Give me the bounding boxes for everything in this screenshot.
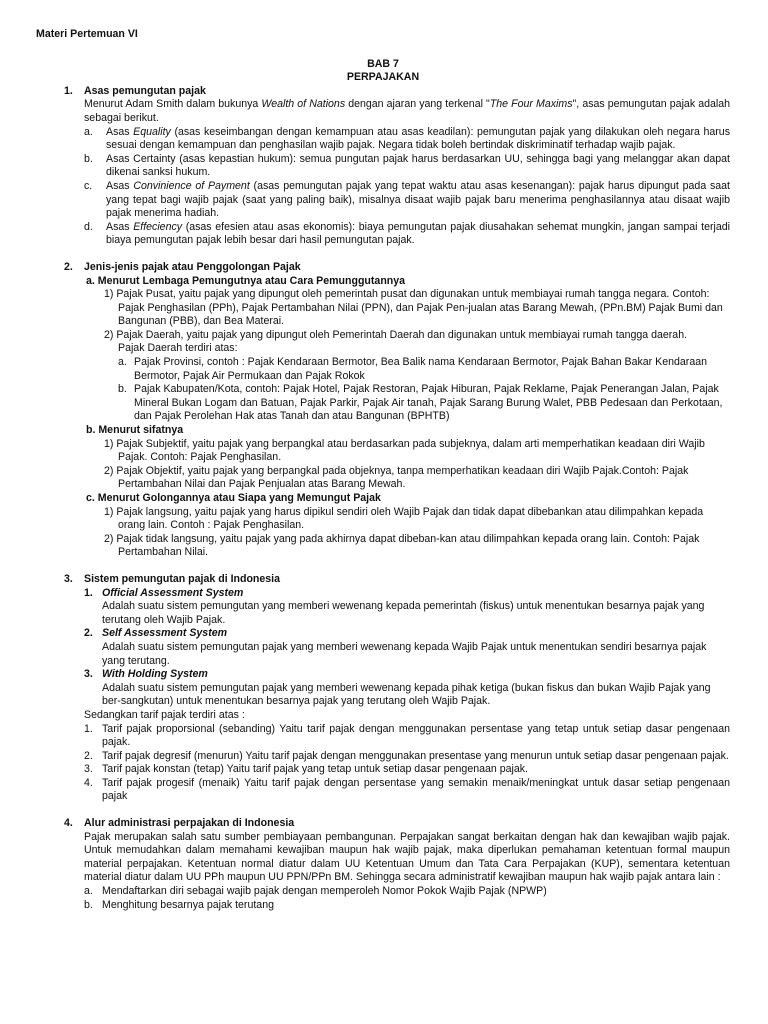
list-item — [84, 668, 730, 709]
list-marker: 1. — [84, 722, 93, 735]
list-marker: 4. — [84, 776, 93, 789]
list-item — [84, 885, 730, 899]
text-post: (asas pemungutan pajak yang tepat waktu atau asas kesenangan): pajak harus dipungut pada saat yang tepat bagi wajib pajak (saat yang paling baik), misalnya disaat wajib pajak baru menerima penghasilannya atau disaat wajib pajak menerima hadiah. — [106, 179, 730, 220]
list-item: 2) Pajak Daerah, yaitu pajak yang dipungut oleh Pemerintah Daerah dan digunakan untuk membiayai rumah tangga daerah. — [104, 328, 688, 341]
text-em: Effeciency — [133, 220, 183, 233]
text-post: (asas kepastian hukum): semua pungutan pajak harus berdasarkan UU, sehingga bagi yang melanggar akan dapat dikenai sanksi hukum. — [106, 152, 731, 179]
list-text: Tarif pajak progesif (menaik) Yaitu tarif pajak dengan persentase yang semakin menaik/meningkat untuk dasar setiap pengenaan pajak — [102, 776, 730, 803]
text-post: (asas keseimbangan dengan kemampuan atau asas keadilan): pemungutan pajak yang dilakukan oleh negara harus sesuai dengan kemampuan dan penghasilan wajib pajak. Negara tidak boleh bertindak diskriminatif terhadap wajib pajak. — [106, 125, 730, 152]
list-item — [84, 126, 730, 153]
list-text — [102, 587, 730, 628]
list-marker: 1. — [84, 586, 93, 599]
section-3 — [64, 573, 730, 804]
subsection-title: a. Menurut Lembaga Pemungutnya atau Cara Pemunggutannya — [86, 274, 406, 287]
subsection-title: b. Menurut sifatnya — [86, 424, 184, 437]
list-text: Pajak Provinsi, contoh : Pajak Kendaraan Bermotor, Bea Balik nama Kendaraan Bermotor, Pajak Bahan Bakar Kendaraan Bermotor, Pajak Air Permukaan dan Pajak Rokok — [134, 356, 707, 382]
section-title: Alur administrasi perpajakan di Indonesia — [84, 817, 295, 830]
section-number: 3. — [64, 572, 73, 585]
list-item — [84, 180, 730, 221]
section-2 — [64, 261, 730, 560]
list-marker: 2. — [84, 749, 93, 762]
list-item — [118, 356, 730, 383]
list-item — [84, 777, 730, 804]
list-item: 1) Pajak langsung, yaitu pajak yang harus dipikul sendiri oleh Wajib Pajak dan tidak dapat dibebankan atau dilimpahkan kepada orang lain. Contoh : Pajak Penghasilan. — [104, 505, 704, 532]
text-pre: Asas Certainty — [106, 152, 176, 165]
section-4 — [64, 817, 730, 912]
text-post: (asas efesien atau asas ekonomis): biaya pemungutan pajak diusahakan sehemat mungkin, jangan sampai terjadi biaya pemungutan pajak lebih besar dari hasil pemungutan pajak. — [106, 220, 730, 247]
system-title: Self Assessment System — [102, 627, 228, 640]
list-marker: b. — [118, 383, 127, 396]
list-text: Tarif pajak konstan (tetap) Yaitu tarif pajak yang tetap untuk setiap dasar pengenaan pajak. — [102, 763, 528, 776]
list-text — [106, 221, 730, 248]
list-text — [106, 126, 730, 153]
pajak-daerah-list — [118, 356, 730, 424]
chapter-number: BAB 7 — [367, 57, 399, 70]
text-pre: Asas — [106, 125, 134, 138]
list-item — [84, 899, 730, 913]
system-desc: Adalah suatu sistem pemungutan yang memberi wewenang kepada pemerintah (fiskus) untuk menentukan besarnya pajak yang terutang oleh Wajib Pajak. — [102, 600, 705, 626]
list-item — [84, 627, 730, 668]
asas-list — [84, 126, 730, 248]
list-text: Tarif pajak degresif (menurun) Yaitu tarif pajak dengan menggunakan presentase yang menurun untuk setiap dasar pengenaan pajak. — [102, 749, 729, 762]
section-number: 4. — [64, 817, 73, 830]
list-item — [84, 221, 730, 248]
list-marker: 3. — [84, 763, 93, 776]
list-marker: b. — [84, 152, 93, 165]
list-text: Mendaftarkan diri sebagai wajib pajak dengan memperoleh Nomor Pokok Wajib Pajak (NPWP) — [102, 885, 547, 898]
list-marker: d. — [84, 220, 93, 233]
system-desc: Adalah suatu sistem pemungutan pajak yang memberi wewenang kepada Wajib Pajak untuk menentukan sendiri besarnya pajak yang terutang. — [102, 640, 707, 667]
list-marker: c. — [84, 179, 93, 192]
list-item — [118, 383, 730, 424]
list-text: Pajak Kabupaten/Kota, contoh: Pajak Hotel, Pajak Restoran, Pajak Hiburan, Pajak Reklame, Pajak Penerangan Jalan, Pajak Mineral Bukan Logam dan Batuan, Pajak Parkir, Pajak Air tanah, Pajak Sarang Burung Walet, PBB Pedesaan dan Perkotaan, dan Pajak Perolehan Hak atas Tanah dan atau Bangunan (BPHTB) — [134, 383, 723, 423]
list-marker: 3. — [84, 668, 93, 681]
system-title: Official Assessment System — [102, 586, 244, 599]
list-item — [84, 723, 730, 750]
list-item: 1) Pajak Subjektif, yaitu pajak yang berpangkal atau berdasarkan pada subjeknya, dalam arti memperhatikan keadaan diri Wajib Pajak. Contoh: Pajak Penghasilan. — [104, 437, 705, 464]
system-list — [84, 587, 730, 709]
list-text — [102, 627, 730, 668]
tarif-intro: Sedangkan tarif pajak terdiri atas : — [84, 708, 245, 721]
list-marker: b. — [84, 898, 93, 911]
section-number: 1. — [64, 84, 73, 97]
text-pre: Asas — [106, 220, 134, 233]
system-desc: Adalah suatu sistem pemungutan pajak yang memberi wewenang kepada pihak ketiga (bukan fiskus dan bukan Wajib Pajak yang ber-sangkutan) untuk menentukan besarnya pajak yang terutang oleh Wajib Pajak. — [102, 681, 711, 708]
list-item: 2) Pajak Objektif, yaitu pajak yang berpangkal pada objeknya, tanpa memperhatikan keadaan diri Wajib Pajak.Contoh: Pajak Pertambahan Nilai dan Pajak Penjualan atas Barang Mewah. — [104, 464, 689, 491]
text-em: Convinience of Payment — [133, 179, 250, 192]
list-subheading: Pajak Daerah terdiri atas: — [118, 342, 238, 355]
list-marker: a. — [84, 885, 93, 898]
tarif-list — [84, 723, 730, 805]
list-marker: 2. — [84, 627, 93, 640]
list-text: Menghitung besarnya pajak terutang — [102, 898, 274, 911]
list-text: Tarif pajak proporsional (sebanding) Yaitu tarif pajak dengan menggunakan persentase yang tetap untuk setiap dasar pengenaan pajak. — [102, 722, 730, 749]
subsection-title: c. Menurut Golongannya atau Siapa yang Memungut Pajak — [86, 492, 381, 504]
text-pre: Asas — [106, 179, 134, 192]
section-title: Sistem pemungutan pajak di Indonesia — [84, 572, 281, 585]
text-em: Equality — [133, 125, 171, 138]
section-title: Jenis-jenis pajak atau Penggolongan Pajak — [84, 260, 301, 273]
page-header: Materi Pertemuan VI — [36, 28, 138, 40]
list-item — [84, 750, 730, 764]
list-item — [84, 763, 730, 777]
list-marker: a. — [84, 125, 93, 138]
list-item — [84, 587, 730, 628]
chapter-title: PERPAJAKAN — [346, 71, 420, 84]
list-item: 1) Pajak Pusat, yaitu pajak yang dipungut oleh pemerintah pusat dan digunakan untuk membiayai rumah tangga negara. Contoh: Pajak Penghasilan (PPh), Pajak Pertambahan Nilai (PPN), dan Pajak Pen-jualan atas Barang Mewah, (PPn.BM) Pajak Bumi dan Bangunan (PBB), dan Bea Materai. — [104, 288, 723, 328]
section-body: Pajak merupakan salah satu sumber pembiayaan pembangunan. Perpajakan sangat berkaitan dengan hak dan kewajiban wajib pajak. Untuk memudahkan dalam memahami kewajiban maupun hak wajib pajak, maka diperlukan pemahaman ketentuan formal maupun material perpajakan. Ketentuan normal diatur dalam UU Ketentuan Umum dan Tata Cara Perpajakan (KUP), sementara ketentuan material diatur dalam UU PPh maupun UU PPN/PPn BM. Sehingga secara administratif kewajiban maupun hak wajib pajak antara lain : — [84, 830, 730, 884]
section-title: Asas pemungutan pajak — [84, 84, 206, 97]
section-1 — [64, 85, 730, 248]
list-text — [106, 153, 730, 180]
list-item — [84, 153, 730, 180]
list-marker: a. — [118, 356, 127, 369]
system-title: With Holding System — [102, 668, 208, 681]
kewajiban-list — [84, 885, 730, 912]
list-text — [106, 180, 730, 221]
section-intro: Menurut Adam Smith dalam bukunya Wealth of Nations dengan ajaran yang terkenal "The Four Maxims", asas pemungutan pajak adalah sebagai berikut. — [84, 98, 731, 124]
list-item: 2) Pajak tidak langsung, yaitu pajak yang pada akhirnya dapat dibeban-kan atau dilimpahkan kepada orang lain. Contoh: Pajak Pertambahan Nilai. — [104, 532, 700, 559]
section-number: 2. — [64, 260, 73, 273]
list-text — [102, 668, 730, 709]
